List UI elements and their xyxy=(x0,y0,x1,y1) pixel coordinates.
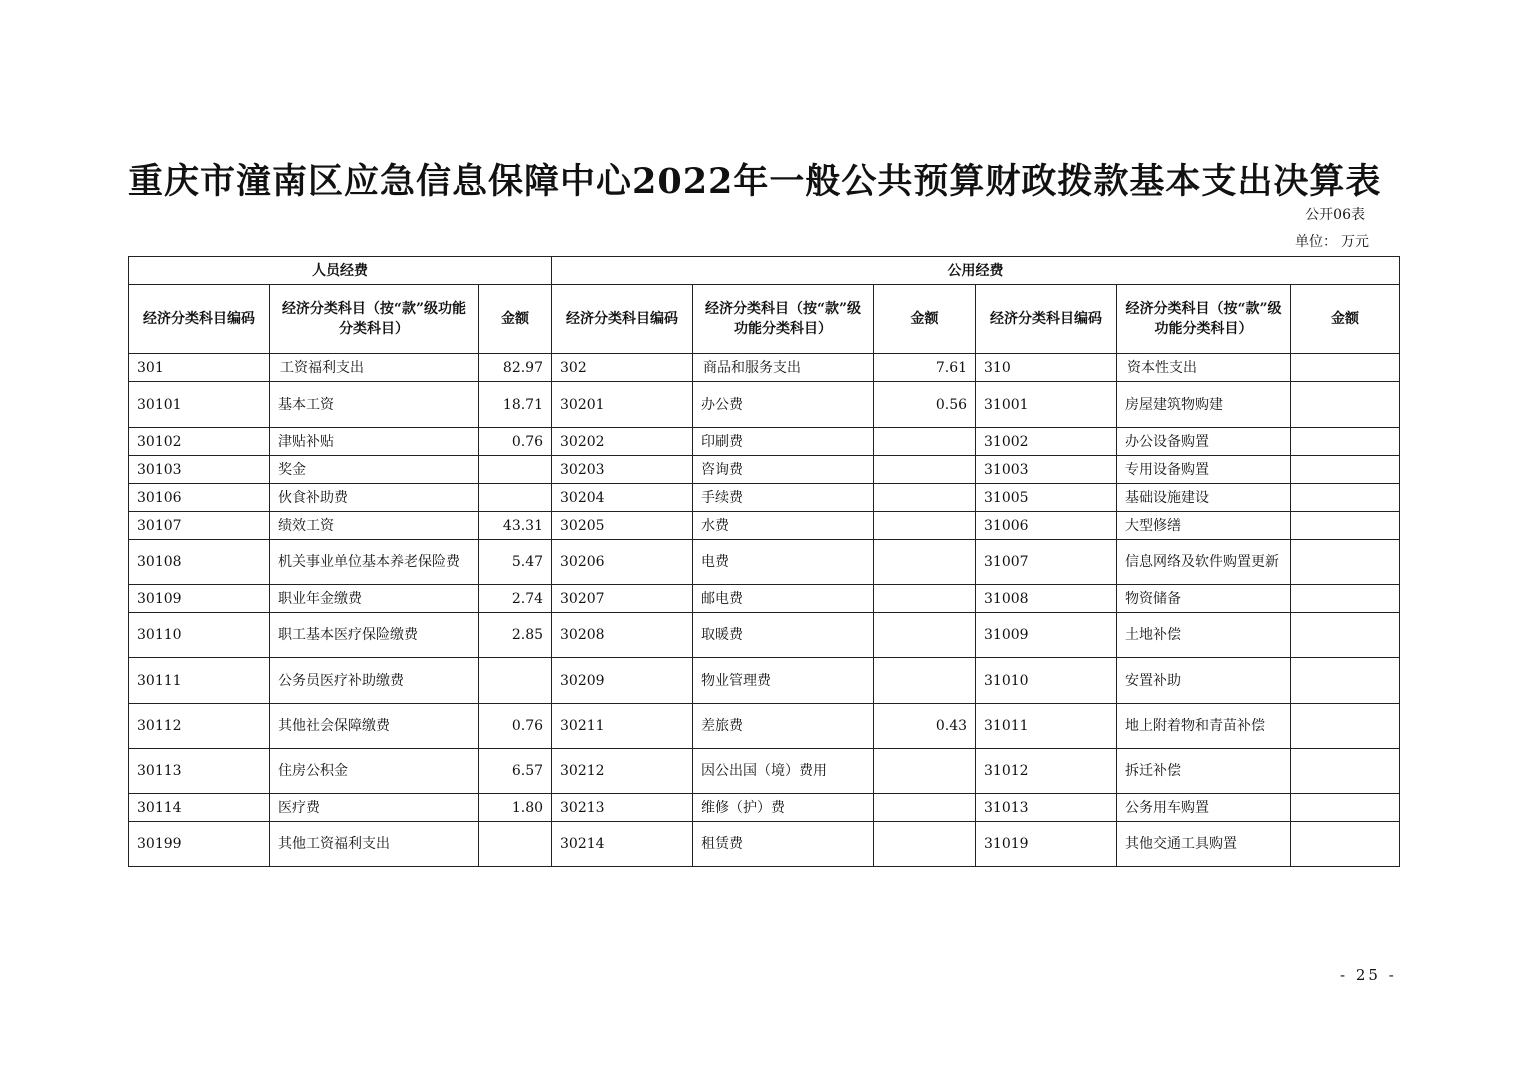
cell-code: 31019 xyxy=(976,822,1117,867)
cell-amount xyxy=(479,484,552,512)
cell-amount xyxy=(479,658,552,704)
cell-code: 30109 xyxy=(129,585,270,613)
cell-amount: 2.85 xyxy=(479,613,552,658)
cell-name: 咨询费 xyxy=(693,456,874,484)
cell-name: 印刷费 xyxy=(693,428,874,456)
cell-name: 公务员医疗补助缴费 xyxy=(270,658,479,704)
cell-name: 商品和服务支出 xyxy=(693,354,874,382)
cell-name: 邮电费 xyxy=(693,585,874,613)
cell-name: 信息网络及软件购置更新 xyxy=(1117,540,1291,585)
cell-code: 30208 xyxy=(552,613,693,658)
cell-amount xyxy=(1291,749,1400,794)
cell-code: 30204 xyxy=(552,484,693,512)
table-row xyxy=(129,749,1400,794)
cell-name: 物资储备 xyxy=(1117,585,1291,613)
cell-code: 30113 xyxy=(129,749,270,794)
cell-code: 30112 xyxy=(129,704,270,749)
cell-amount xyxy=(874,749,976,794)
cell-name: 维修（护）费 xyxy=(693,794,874,822)
cell-code: 30114 xyxy=(129,794,270,822)
cell-name: 取暖费 xyxy=(693,613,874,658)
cell-name: 房屋建筑物购建 xyxy=(1117,382,1291,428)
cell-amount xyxy=(874,658,976,704)
cell-code: 30203 xyxy=(552,456,693,484)
cell-amount xyxy=(1291,794,1400,822)
cell-amount: 43.31 xyxy=(479,512,552,540)
cell-amount xyxy=(1291,456,1400,484)
column-header-name: 经济分类科目（按“款”级功能分类科目） xyxy=(693,285,874,354)
cell-code: 30102 xyxy=(129,428,270,456)
cell-amount xyxy=(479,822,552,867)
cell-code: 30110 xyxy=(129,613,270,658)
cell-name: 因公出国（境）费用 xyxy=(693,749,874,794)
cell-code: 31005 xyxy=(976,484,1117,512)
cell-code: 31009 xyxy=(976,613,1117,658)
cell-amount xyxy=(874,540,976,585)
cell-code: 302 xyxy=(552,354,693,382)
cell-name: 手续费 xyxy=(693,484,874,512)
cell-name: 差旅费 xyxy=(693,704,874,749)
cell-code: 30213 xyxy=(552,794,693,822)
table-body xyxy=(129,354,1400,867)
public-expense-header: 公用经费 xyxy=(552,257,1400,285)
cell-name: 资本性支出 xyxy=(1117,354,1291,382)
column-header-amount: 金额 xyxy=(874,285,976,354)
table-row xyxy=(129,484,1400,512)
cell-name: 专用设备购置 xyxy=(1117,456,1291,484)
cell-name: 水费 xyxy=(693,512,874,540)
cell-amount xyxy=(874,428,976,456)
cell-name: 职工基本医疗保险缴费 xyxy=(270,613,479,658)
table-row xyxy=(129,704,1400,749)
cell-name: 医疗费 xyxy=(270,794,479,822)
cell-code: 30106 xyxy=(129,484,270,512)
column-header-code: 经济分类科目编码 xyxy=(976,285,1117,354)
cell-amount: 18.71 xyxy=(479,382,552,428)
cell-code: 31001 xyxy=(976,382,1117,428)
table-row xyxy=(129,540,1400,585)
column-header-name: 经济分类科目（按“款”级功能分类科目） xyxy=(270,285,479,354)
cell-amount xyxy=(874,484,976,512)
cell-code: 30209 xyxy=(552,658,693,704)
cell-code: 31010 xyxy=(976,658,1117,704)
table-row xyxy=(129,382,1400,428)
cell-name: 其他工资福利支出 xyxy=(270,822,479,867)
column-header-code: 经济分类科目编码 xyxy=(129,285,270,354)
cell-amount xyxy=(1291,613,1400,658)
cell-code: 30199 xyxy=(129,822,270,867)
cell-name: 其他社会保障缴费 xyxy=(270,704,479,749)
cell-name: 机关事业单位基本养老保险费 xyxy=(270,540,479,585)
table-row xyxy=(129,613,1400,658)
cell-amount xyxy=(874,512,976,540)
cell-code: 31003 xyxy=(976,456,1117,484)
cell-name: 公务用车购置 xyxy=(1117,794,1291,822)
cell-amount: 0.56 xyxy=(874,382,976,428)
cell-amount xyxy=(874,794,976,822)
cell-name: 其他交通工具购置 xyxy=(1117,822,1291,867)
table-row xyxy=(129,585,1400,613)
table-row xyxy=(129,428,1400,456)
cell-amount xyxy=(1291,354,1400,382)
cell-name: 职业年金缴费 xyxy=(270,585,479,613)
cell-name: 拆迁补偿 xyxy=(1117,749,1291,794)
cell-amount: 0.76 xyxy=(479,704,552,749)
cell-code: 30108 xyxy=(129,540,270,585)
cell-name: 住房公积金 xyxy=(270,749,479,794)
cell-name: 伙食补助费 xyxy=(270,484,479,512)
column-header-amount: 金额 xyxy=(1291,285,1400,354)
cell-name: 奖金 xyxy=(270,456,479,484)
cell-code: 31013 xyxy=(976,794,1117,822)
cell-name: 电费 xyxy=(693,540,874,585)
page-number: - 25 - xyxy=(1340,966,1397,984)
cell-code: 30107 xyxy=(129,512,270,540)
cell-amount: 6.57 xyxy=(479,749,552,794)
cell-code: 30103 xyxy=(129,456,270,484)
cell-code: 30201 xyxy=(552,382,693,428)
table-row xyxy=(129,354,1400,382)
cell-name: 租赁费 xyxy=(693,822,874,867)
cell-amount: 1.80 xyxy=(479,794,552,822)
cell-amount xyxy=(874,613,976,658)
cell-code: 30207 xyxy=(552,585,693,613)
column-header-amount: 金额 xyxy=(479,285,552,354)
cell-name: 基础设施建设 xyxy=(1117,484,1291,512)
column-header-code: 经济分类科目编码 xyxy=(552,285,693,354)
table-row xyxy=(129,456,1400,484)
cell-code: 31002 xyxy=(976,428,1117,456)
unit-label xyxy=(1295,233,1373,251)
cell-name: 工资福利支出 xyxy=(270,354,479,382)
cell-name: 大型修缮 xyxy=(1117,512,1291,540)
cell-name: 津贴补贴 xyxy=(270,428,479,456)
cell-code: 31008 xyxy=(976,585,1117,613)
cell-name: 物业管理费 xyxy=(693,658,874,704)
cell-code: 31007 xyxy=(976,540,1117,585)
cell-code: 30212 xyxy=(552,749,693,794)
cell-amount xyxy=(1291,658,1400,704)
cell-code: 30211 xyxy=(552,704,693,749)
cell-amount: 0.43 xyxy=(874,704,976,749)
table-row xyxy=(129,794,1400,822)
cell-amount xyxy=(1291,428,1400,456)
cell-amount xyxy=(1291,585,1400,613)
table-row xyxy=(129,658,1400,704)
cell-name: 土地补偿 xyxy=(1117,613,1291,658)
cell-amount xyxy=(479,456,552,484)
personnel-expense-header: 人员经费 xyxy=(129,257,552,285)
cell-name: 基本工资 xyxy=(270,382,479,428)
unit-prefix: 单位： xyxy=(1295,234,1337,250)
cell-amount xyxy=(1291,484,1400,512)
form-number: 公开06表 xyxy=(1305,207,1365,223)
unit-value: 万元 xyxy=(1341,234,1369,250)
cell-name: 办公设备购置 xyxy=(1117,428,1291,456)
cell-code: 31012 xyxy=(976,749,1117,794)
cell-amount: 7.61 xyxy=(874,354,976,382)
cell-amount: 5.47 xyxy=(479,540,552,585)
cell-code: 310 xyxy=(976,354,1117,382)
cell-code: 30111 xyxy=(129,658,270,704)
cell-amount: 2.74 xyxy=(479,585,552,613)
cell-code: 31011 xyxy=(976,704,1117,749)
cell-name: 地上附着物和青苗补偿 xyxy=(1117,704,1291,749)
cell-code: 301 xyxy=(129,354,270,382)
table-row xyxy=(129,512,1400,540)
cell-code: 30205 xyxy=(552,512,693,540)
cell-amount xyxy=(874,822,976,867)
column-header-name: 经济分类科目（按“款”级功能分类科目） xyxy=(1117,285,1291,354)
cell-amount: 82.97 xyxy=(479,354,552,382)
cell-amount: 0.76 xyxy=(479,428,552,456)
page-title: 重庆市潼南区应急信息保障中心2022年一般公共预算财政拨款基本支出决算表 xyxy=(128,161,1382,202)
cell-code: 30101 xyxy=(129,382,270,428)
cell-code: 30206 xyxy=(552,540,693,585)
cell-amount xyxy=(874,456,976,484)
cell-amount xyxy=(1291,540,1400,585)
cell-amount xyxy=(874,585,976,613)
cell-amount xyxy=(1291,382,1400,428)
cell-name: 办公费 xyxy=(693,382,874,428)
cell-name: 安置补助 xyxy=(1117,658,1291,704)
table-row xyxy=(129,822,1400,867)
cell-amount xyxy=(1291,822,1400,867)
cell-amount xyxy=(1291,704,1400,749)
cell-name: 绩效工资 xyxy=(270,512,479,540)
expenditure-table xyxy=(128,256,1400,867)
cell-amount xyxy=(1291,512,1400,540)
cell-code: 30202 xyxy=(552,428,693,456)
cell-code: 30214 xyxy=(552,822,693,867)
cell-code: 31006 xyxy=(976,512,1117,540)
